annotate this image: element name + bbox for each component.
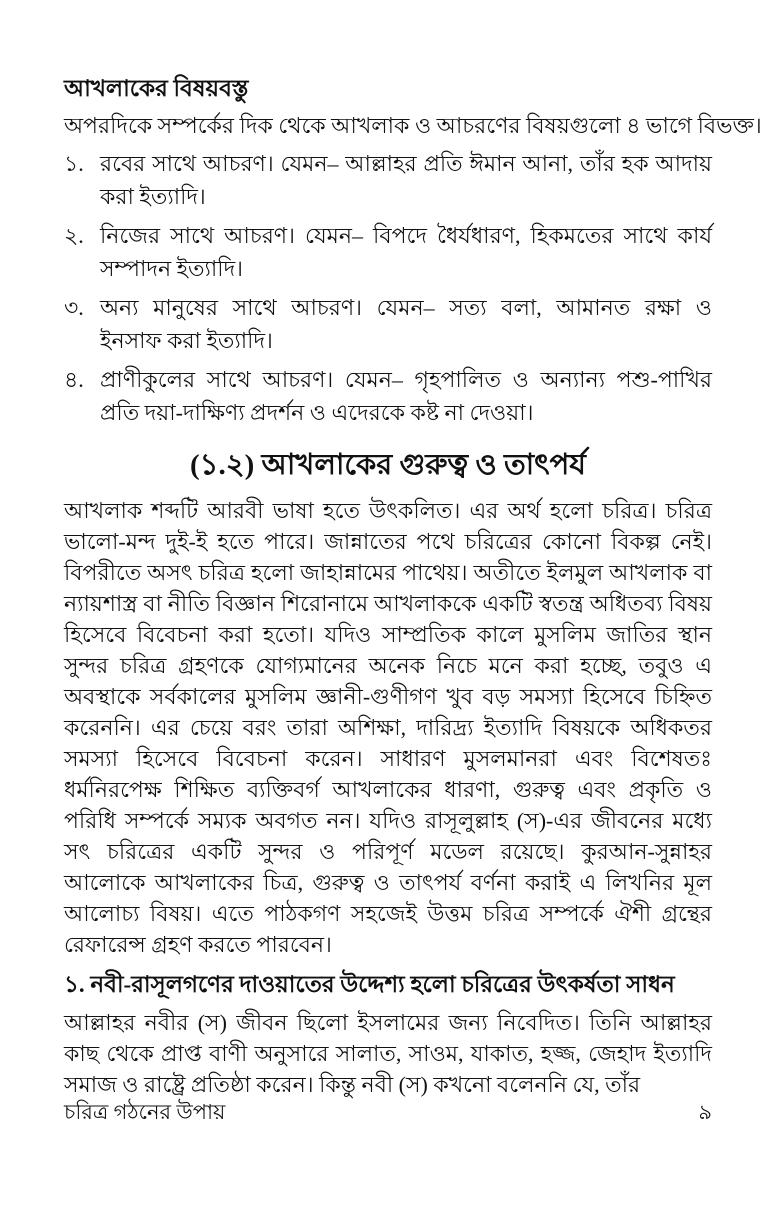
text-line: করা ইত্যাদি। xyxy=(100,184,206,209)
page-footer xyxy=(64,1096,712,1131)
topics-list xyxy=(64,147,712,429)
point-1-paragraph xyxy=(64,1007,712,1100)
topics-intro-line: অপরদিকে সম্পর্কের দিক থেকে আখলাক ও আচরণের বিষয়গুলো ৪ ভাগে বিভক্ত। xyxy=(64,113,762,138)
text-line: আখলাক শব্দটি আরবী ভাষা হতে উৎকলিত। এর অর্থ হলো চরিত্র। চরিত্র xyxy=(64,498,712,523)
text-line: ভালো-মন্দ দুই-ই হতে পারে। জান্নাতের পথে চরিত্রের কোনো বিকল্প নেই। xyxy=(64,529,712,554)
topics-heading: আখলাকের বিষয়বস্তু xyxy=(64,76,249,101)
text-line: প্রতি দয়া-দাক্ষিণ্য প্রদর্শন ও এদেরকে কষ্ট না দেওয়া। xyxy=(100,400,534,425)
importance-paragraph xyxy=(64,495,712,960)
list-item xyxy=(64,219,712,285)
section-1-2-heading: (১.২) আখলাকের গুরুত্ব ও তাৎপর্য xyxy=(189,449,587,481)
text-line: অন্য মানুষের সাথে আচরণ। যেমন– সত্য বলা, আমানত রক্ষা ও xyxy=(100,295,712,320)
footer-book-title: চরিত্র গঠনের উপায় xyxy=(64,1100,226,1124)
list-item-text xyxy=(100,147,712,213)
text-line: করেননি। এর চেয়ে বরং তারা অশিক্ষা, দারিদ্র্য ইত্যাদি বিষয়কে অধিকতর xyxy=(64,715,712,740)
list-item-number: ৪. xyxy=(64,367,84,392)
text-line: আলোকে আখলাকের চিত্র, গুরুত্ব ও তাৎপর্য বর্ণনা করাই এ লিখনির মূল xyxy=(64,870,712,895)
list-item-text xyxy=(100,219,712,285)
list-item-number: ৩. xyxy=(64,295,84,320)
list-item xyxy=(64,147,712,213)
point-1-subheading: ১. নবী-রাসূলগণের দাওয়াতের উদ্দেশ্য হলো চরিত্রের উৎকর্ষতা সাধন xyxy=(64,972,675,997)
text-line: রেফারেন্স গ্রহণ করতে পারবেন। xyxy=(64,932,332,957)
footer-page-number: ৯ xyxy=(698,1100,712,1124)
text-line: হিসেবে বিবেচনা করা হতো। যদিও সাম্প্রতিক কালে মুসলিম জাতির স্থান xyxy=(64,622,712,647)
text-line: সুন্দর চরিত্র গ্রহণকে যোগ্যমানের অনেক নিচে মনে করা হচ্ছে, তবুও এ xyxy=(64,653,712,678)
text-line: নিজের সাথে আচরণ। যেমন– বিপদে ধৈর্যধারণ, হিকমতের সাথে কার্য xyxy=(100,223,712,248)
list-item-text xyxy=(100,363,712,429)
text-line: পরিধি সম্পর্কে সম্যক অবগত নন। যদিও রাসূলুল্লাহ (স)-এর জীবনের মধ্যে xyxy=(64,808,712,833)
list-item-number: ২. xyxy=(64,223,84,248)
text-line: আলোচ্য বিষয়। এতে পাঠকগণ সহজেই উত্তম চরিত্র সম্পর্কে ঐশী গ্রন্থের xyxy=(64,901,712,926)
text-line: বিপরীতে অসৎ চরিত্র হলো জাহান্নামের পাথেয়। অতীতে ইলমুল আখলাক বা xyxy=(64,560,712,585)
text-line: কাছ থেকে প্রাপ্ত বাণী অনুসারে সালাত, সাওম, যাকাত, হজ্জ, জেহাদ ইত্যাদি xyxy=(64,1041,712,1066)
text-line: রবের সাথে আচরণ। যেমন– আল্লাহর প্রতি ঈমান আনা, তাঁর হক আদায় xyxy=(100,151,712,176)
text-line: অবস্থাকে সর্বকালের মুসলিম জ্ঞানী-গুণীগণ খুব বড় সমস্যা হিসেবে চিহ্নিত xyxy=(64,684,712,709)
text-line: আল্লাহর নবীর (স) জীবন ছিলো ইসলামের জন্য নিবেদিত। তিনি আল্লাহর xyxy=(64,1010,712,1035)
text-line: সমস্যা হিসেবে বিবেচনা করেন। সাধারণ মুসলমানরা এবং বিশেষতঃ xyxy=(64,746,712,771)
page-content xyxy=(64,74,762,1100)
list-item-text xyxy=(100,291,712,357)
text-line: সমাজ ও রাষ্ট্রে প্রতিষ্ঠা করেন। কিন্তু নবী (স) কখনো বলেননি যে, তাঁর xyxy=(64,1072,641,1097)
text-line: ধর্মনিরপেক্ষ শিক্ষিত ব্যক্তিবর্গ আখলাকের ধারণা, গুরুত্ব এবং প্রকৃতি ও xyxy=(64,777,712,802)
list-item xyxy=(64,363,712,429)
text-line: সৎ চরিত্রের একটি সুন্দর ও পরিপূর্ণ মডেল রয়েছে। কুরআন-সুন্নাহর xyxy=(64,839,712,864)
list-item-number: ১. xyxy=(64,151,84,176)
text-line: প্রাণীকুলের সাথে আচরণ। যেমন– গৃহপালিত ও অন্যান্য পশু-পাখির xyxy=(100,367,712,392)
text-line: ন্যায়শাস্ত্র বা নীতি বিজ্ঞান শিরোনামে আখলাককে একটি স্বতন্ত্র অধিতব্য বিষয় xyxy=(64,591,712,616)
list-item xyxy=(64,291,712,357)
text-line: ইনসাফ করা ইত্যাদি। xyxy=(100,328,273,353)
text-line: সম্পাদন ইত্যাদি। xyxy=(100,256,244,281)
